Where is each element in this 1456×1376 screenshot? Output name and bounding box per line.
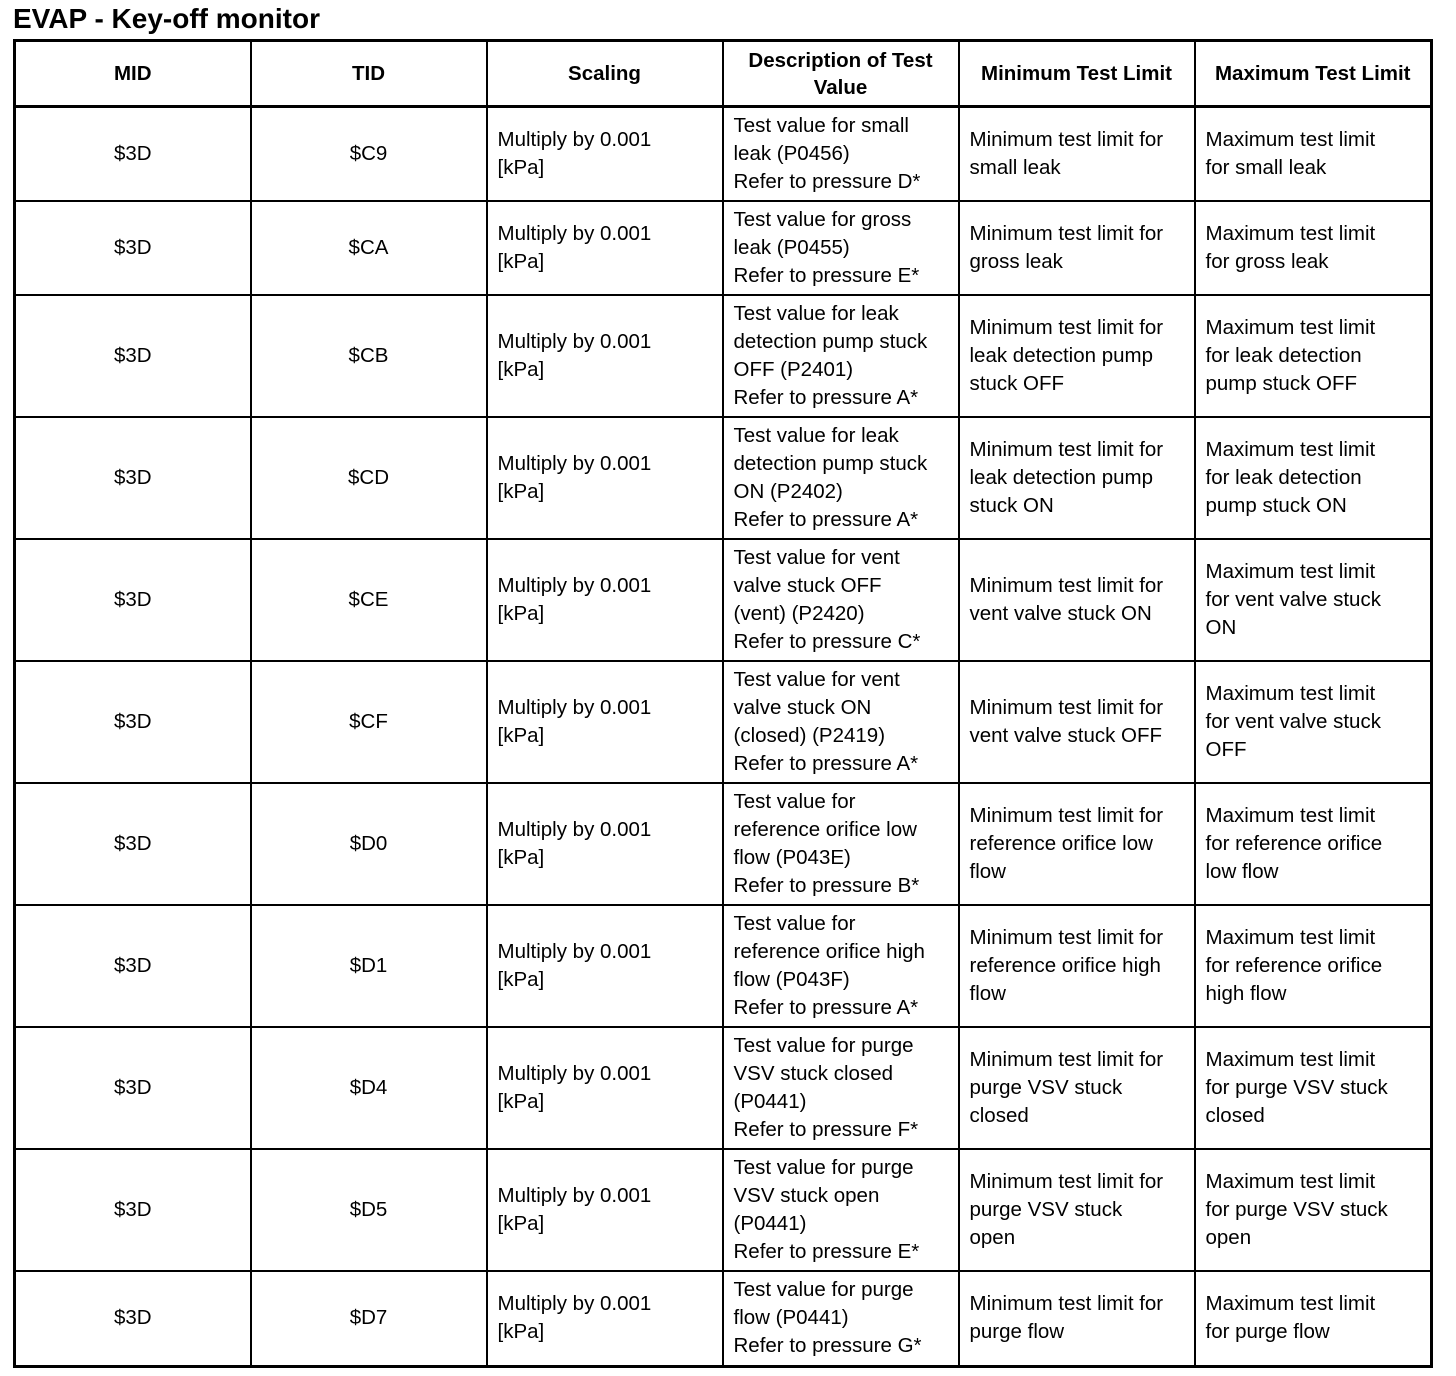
cell-description	[723, 783, 959, 905]
cell-max-limit-line: high flow	[1205, 981, 1287, 1005]
cell-description-line: Refer to pressure A*	[733, 995, 919, 1019]
cell-description-line: flow (P043F)	[733, 967, 850, 991]
cell-description-line: reference orifice high	[733, 939, 925, 963]
cell-tid: $D1	[251, 905, 487, 1027]
cell-scaling-line: Multiply by 0.001	[497, 1292, 652, 1316]
cell-description-line: VSV stuck open	[733, 1183, 880, 1207]
cell-description-line: Test value for vent	[733, 667, 900, 691]
cell-description-line: Refer to pressure E*	[733, 1239, 920, 1263]
cell-description-line: valve stuck ON	[733, 695, 872, 719]
header-description-line: Description of Test	[748, 48, 933, 72]
cell-min-limit	[959, 783, 1195, 905]
evap-monitor-table	[13, 39, 1433, 1368]
table-row	[15, 661, 1432, 783]
cell-description-line: Test value for gross	[733, 207, 912, 231]
cell-description-line: ON (P2402)	[733, 479, 843, 503]
cell-description-line: Test value for vent	[733, 545, 900, 569]
header-row	[15, 41, 1432, 107]
cell-tid: $CB	[251, 295, 487, 417]
cell-min-limit-line: purge VSV stuck	[969, 1197, 1123, 1221]
cell-min-limit-line: leak detection pump	[969, 465, 1153, 489]
cell-description-line: VSV stuck closed	[733, 1061, 894, 1085]
cell-scaling	[487, 1149, 723, 1271]
cell-min-limit-line: Minimum test limit for	[969, 925, 1164, 949]
cell-mid: $3D	[15, 295, 251, 417]
cell-min-limit-line: reference orifice high	[969, 953, 1161, 977]
cell-tid: $CE	[251, 539, 487, 661]
cell-description-line: Refer to pressure F*	[733, 1117, 919, 1141]
cell-description-line: OFF (P2401)	[733, 357, 854, 381]
cell-description-line: reference orifice low	[733, 817, 917, 841]
cell-max-limit-line: for vent valve stuck	[1205, 587, 1381, 611]
cell-description-line: Refer to pressure B*	[733, 873, 920, 897]
cell-scaling	[487, 783, 723, 905]
cell-min-limit-line: flow	[969, 981, 1006, 1005]
cell-min-limit	[959, 1149, 1195, 1271]
cell-min-limit-line: Minimum test limit for	[969, 127, 1164, 151]
cell-mid: $3D	[15, 661, 251, 783]
cell-scaling-line: Multiply by 0.001	[497, 1183, 652, 1207]
cell-description-line: (closed) (P2419)	[733, 723, 886, 747]
cell-description-line: flow (P0441)	[733, 1306, 849, 1330]
cell-min-limit	[959, 417, 1195, 539]
table-row	[15, 1027, 1432, 1149]
cell-max-limit-line: for purge VSV stuck	[1205, 1197, 1388, 1221]
cell-max-limit	[1195, 201, 1432, 295]
page-title: EVAP - Key-off monitor	[13, 3, 320, 34]
cell-max-limit-line: for small leak	[1205, 155, 1327, 179]
cell-min-limit-line: leak detection pump	[969, 343, 1153, 367]
cell-max-limit-line: ON	[1205, 615, 1237, 639]
cell-max-limit-line: pump stuck ON	[1205, 493, 1347, 517]
header-max: Maximum Test Limit	[1195, 41, 1432, 107]
cell-max-limit-line: for purge VSV stuck	[1205, 1075, 1388, 1099]
cell-scaling	[487, 107, 723, 201]
cell-description	[723, 905, 959, 1027]
cell-min-limit	[959, 661, 1195, 783]
cell-max-limit	[1195, 783, 1432, 905]
cell-tid: $D7	[251, 1271, 487, 1367]
cell-mid: $3D	[15, 539, 251, 661]
cell-mid: $3D	[15, 201, 251, 295]
cell-min-limit	[959, 201, 1195, 295]
header-description-line: Value	[813, 75, 868, 99]
cell-scaling	[487, 661, 723, 783]
cell-min-limit-line: small leak	[969, 155, 1061, 179]
cell-description	[723, 1149, 959, 1271]
table-row	[15, 539, 1432, 661]
cell-description-line: Test value for leak	[733, 423, 899, 447]
cell-min-limit-line: Minimum test limit for	[969, 695, 1164, 719]
cell-max-limit-line: Maximum test limit	[1205, 127, 1376, 151]
cell-tid: $D4	[251, 1027, 487, 1149]
cell-max-limit-line: for reference orifice	[1205, 953, 1383, 977]
cell-scaling	[487, 1027, 723, 1149]
cell-scaling-line: Multiply by 0.001	[497, 1061, 652, 1085]
cell-scaling	[487, 201, 723, 295]
cell-description-line: Test value for purge	[733, 1155, 914, 1179]
cell-max-limit-line: low flow	[1205, 859, 1279, 883]
cell-description-line: (vent) (P2420)	[733, 601, 865, 625]
cell-description	[723, 1271, 959, 1367]
cell-description-line: leak (P0455)	[733, 235, 850, 259]
cell-mid: $3D	[15, 1149, 251, 1271]
cell-mid: $3D	[15, 783, 251, 905]
table-row	[15, 1149, 1432, 1271]
cell-scaling-line: [kPa]	[497, 723, 545, 747]
cell-scaling-line: Multiply by 0.001	[497, 451, 652, 475]
cell-min-limit	[959, 107, 1195, 201]
cell-min-limit-line: flow	[969, 859, 1006, 883]
cell-min-limit	[959, 295, 1195, 417]
cell-scaling-line: Multiply by 0.001	[497, 695, 652, 719]
cell-max-limit-line: closed	[1205, 1103, 1265, 1127]
header-mid: MID	[15, 41, 251, 107]
cell-max-limit	[1195, 1027, 1432, 1149]
header-tid: TID	[251, 41, 487, 107]
cell-tid: $C9	[251, 107, 487, 201]
cell-description-line: Test value for	[733, 911, 856, 935]
cell-min-limit	[959, 905, 1195, 1027]
table-header	[15, 41, 1432, 107]
cell-max-limit-line: Maximum test limit	[1205, 925, 1376, 949]
cell-description-line: Test value for leak	[733, 301, 899, 325]
cell-min-limit-line: stuck OFF	[969, 371, 1065, 395]
cell-description-line: Refer to pressure D*	[733, 169, 921, 193]
cell-min-limit-line: Minimum test limit for	[969, 573, 1164, 597]
cell-max-limit-line: Maximum test limit	[1205, 681, 1376, 705]
cell-min-limit-line: purge VSV stuck	[969, 1075, 1123, 1099]
cell-min-limit-line: Minimum test limit for	[969, 315, 1164, 339]
cell-description-line: Test value for small	[733, 113, 909, 137]
cell-min-limit-line: stuck ON	[969, 493, 1054, 517]
cell-description	[723, 539, 959, 661]
cell-description	[723, 201, 959, 295]
cell-max-limit-line: Maximum test limit	[1205, 221, 1376, 245]
cell-description-line: Refer to pressure G*	[733, 1334, 922, 1358]
cell-mid: $3D	[15, 905, 251, 1027]
cell-tid: $CD	[251, 417, 487, 539]
header-min: Minimum Test Limit	[959, 41, 1195, 107]
cell-scaling-line: [kPa]	[497, 479, 545, 503]
table-row	[15, 905, 1432, 1027]
cell-description-line: Refer to pressure A*	[733, 507, 919, 531]
cell-description-line: (P0441)	[733, 1211, 807, 1235]
cell-max-limit	[1195, 295, 1432, 417]
cell-max-limit	[1195, 661, 1432, 783]
cell-scaling-line: Multiply by 0.001	[497, 939, 652, 963]
cell-description-line: detection pump stuck	[733, 329, 928, 353]
cell-max-limit	[1195, 107, 1432, 201]
cell-min-limit-line: Minimum test limit for	[969, 1047, 1164, 1071]
cell-scaling	[487, 417, 723, 539]
cell-min-limit-line: open	[969, 1225, 1016, 1249]
cell-tid: $CF	[251, 661, 487, 783]
cell-scaling	[487, 1271, 723, 1367]
cell-description-line: flow (P043E)	[733, 845, 851, 869]
cell-description-line: Refer to pressure A*	[733, 751, 919, 775]
cell-max-limit-line: Maximum test limit	[1205, 437, 1376, 461]
cell-scaling-line: Multiply by 0.001	[497, 817, 652, 841]
cell-description	[723, 1027, 959, 1149]
cell-scaling-line: [kPa]	[497, 845, 545, 869]
cell-tid: $D0	[251, 783, 487, 905]
cell-scaling-line: Multiply by 0.001	[497, 573, 652, 597]
table-row	[15, 107, 1432, 201]
cell-max-limit-line: open	[1205, 1225, 1252, 1249]
cell-min-limit-line: vent valve stuck ON	[969, 601, 1152, 625]
cell-scaling-line: Multiply by 0.001	[497, 221, 652, 245]
cell-max-limit-line: Maximum test limit	[1205, 315, 1376, 339]
cell-min-limit	[959, 1027, 1195, 1149]
cell-max-limit-line: for leak detection	[1205, 465, 1362, 489]
cell-tid: $CA	[251, 201, 487, 295]
cell-scaling-line: Multiply by 0.001	[497, 127, 652, 151]
cell-max-limit	[1195, 1271, 1432, 1367]
cell-description-line: valve stuck OFF	[733, 573, 882, 597]
cell-max-limit	[1195, 417, 1432, 539]
header-description	[723, 41, 959, 107]
cell-max-limit	[1195, 1149, 1432, 1271]
cell-max-limit-line: for vent valve stuck	[1205, 709, 1381, 733]
cell-max-limit-line: pump stuck OFF	[1205, 371, 1358, 395]
cell-max-limit-line: Maximum test limit	[1205, 1169, 1376, 1193]
table-row	[15, 417, 1432, 539]
cell-scaling-line: [kPa]	[497, 1320, 545, 1344]
cell-description-line: leak (P0456)	[733, 141, 850, 165]
cell-max-limit-line: Maximum test limit	[1205, 1047, 1376, 1071]
cell-scaling-line: [kPa]	[497, 155, 545, 179]
cell-mid: $3D	[15, 417, 251, 539]
cell-max-limit-line: for reference orifice	[1205, 831, 1383, 855]
cell-scaling-line: [kPa]	[497, 249, 545, 273]
cell-min-limit	[959, 1271, 1195, 1367]
cell-min-limit-line: vent valve stuck OFF	[969, 723, 1163, 747]
cell-max-limit	[1195, 539, 1432, 661]
table-row	[15, 295, 1432, 417]
cell-scaling	[487, 905, 723, 1027]
cell-scaling	[487, 295, 723, 417]
cell-description-line: (P0441)	[733, 1089, 807, 1113]
cell-description	[723, 661, 959, 783]
header-scaling: Scaling	[487, 41, 723, 107]
cell-description	[723, 107, 959, 201]
table-body	[15, 107, 1432, 1367]
cell-scaling-line: Multiply by 0.001	[497, 329, 652, 353]
cell-scaling	[487, 539, 723, 661]
cell-max-limit	[1195, 905, 1432, 1027]
cell-description-line: Test value for	[733, 789, 856, 813]
cell-description	[723, 417, 959, 539]
cell-scaling-line: [kPa]	[497, 1089, 545, 1113]
cell-max-limit-line: for leak detection	[1205, 343, 1362, 367]
cell-min-limit-line: Minimum test limit for	[969, 437, 1164, 461]
cell-min-limit-line: purge flow	[969, 1320, 1065, 1344]
cell-scaling-line: [kPa]	[497, 967, 545, 991]
cell-scaling-line: [kPa]	[497, 1211, 545, 1235]
cell-description-line: Refer to pressure E*	[733, 263, 920, 287]
cell-description-line: Test value for purge	[733, 1033, 914, 1057]
cell-max-limit-line: for purge flow	[1205, 1320, 1330, 1344]
cell-min-limit-line: closed	[969, 1103, 1029, 1127]
cell-description-line: Test value for purge	[733, 1278, 914, 1302]
cell-max-limit-line: Maximum test limit	[1205, 559, 1376, 583]
cell-max-limit-line: for gross leak	[1205, 249, 1329, 273]
cell-max-limit-line: Maximum test limit	[1205, 803, 1376, 827]
table-row	[15, 201, 1432, 295]
cell-mid: $3D	[15, 1271, 251, 1367]
cell-max-limit-line: Maximum test limit	[1205, 1292, 1376, 1316]
cell-min-limit	[959, 539, 1195, 661]
cell-tid: $D5	[251, 1149, 487, 1271]
cell-max-limit-line: OFF	[1205, 737, 1247, 761]
cell-min-limit-line: reference orifice low	[969, 831, 1153, 855]
table-row	[15, 783, 1432, 905]
cell-mid: $3D	[15, 1027, 251, 1149]
cell-description-line: Refer to pressure A*	[733, 385, 919, 409]
cell-scaling-line: [kPa]	[497, 601, 545, 625]
cell-min-limit-line: Minimum test limit for	[969, 803, 1164, 827]
cell-min-limit-line: Minimum test limit for	[969, 1292, 1164, 1316]
cell-scaling-line: [kPa]	[497, 357, 545, 381]
cell-description-line: detection pump stuck	[733, 451, 928, 475]
cell-description-line: Refer to pressure C*	[733, 629, 921, 653]
cell-mid: $3D	[15, 107, 251, 201]
cell-min-limit-line: gross leak	[969, 249, 1063, 273]
table-row	[15, 1271, 1432, 1367]
cell-min-limit-line: Minimum test limit for	[969, 221, 1164, 245]
cell-description	[723, 295, 959, 417]
cell-min-limit-line: Minimum test limit for	[969, 1169, 1164, 1193]
